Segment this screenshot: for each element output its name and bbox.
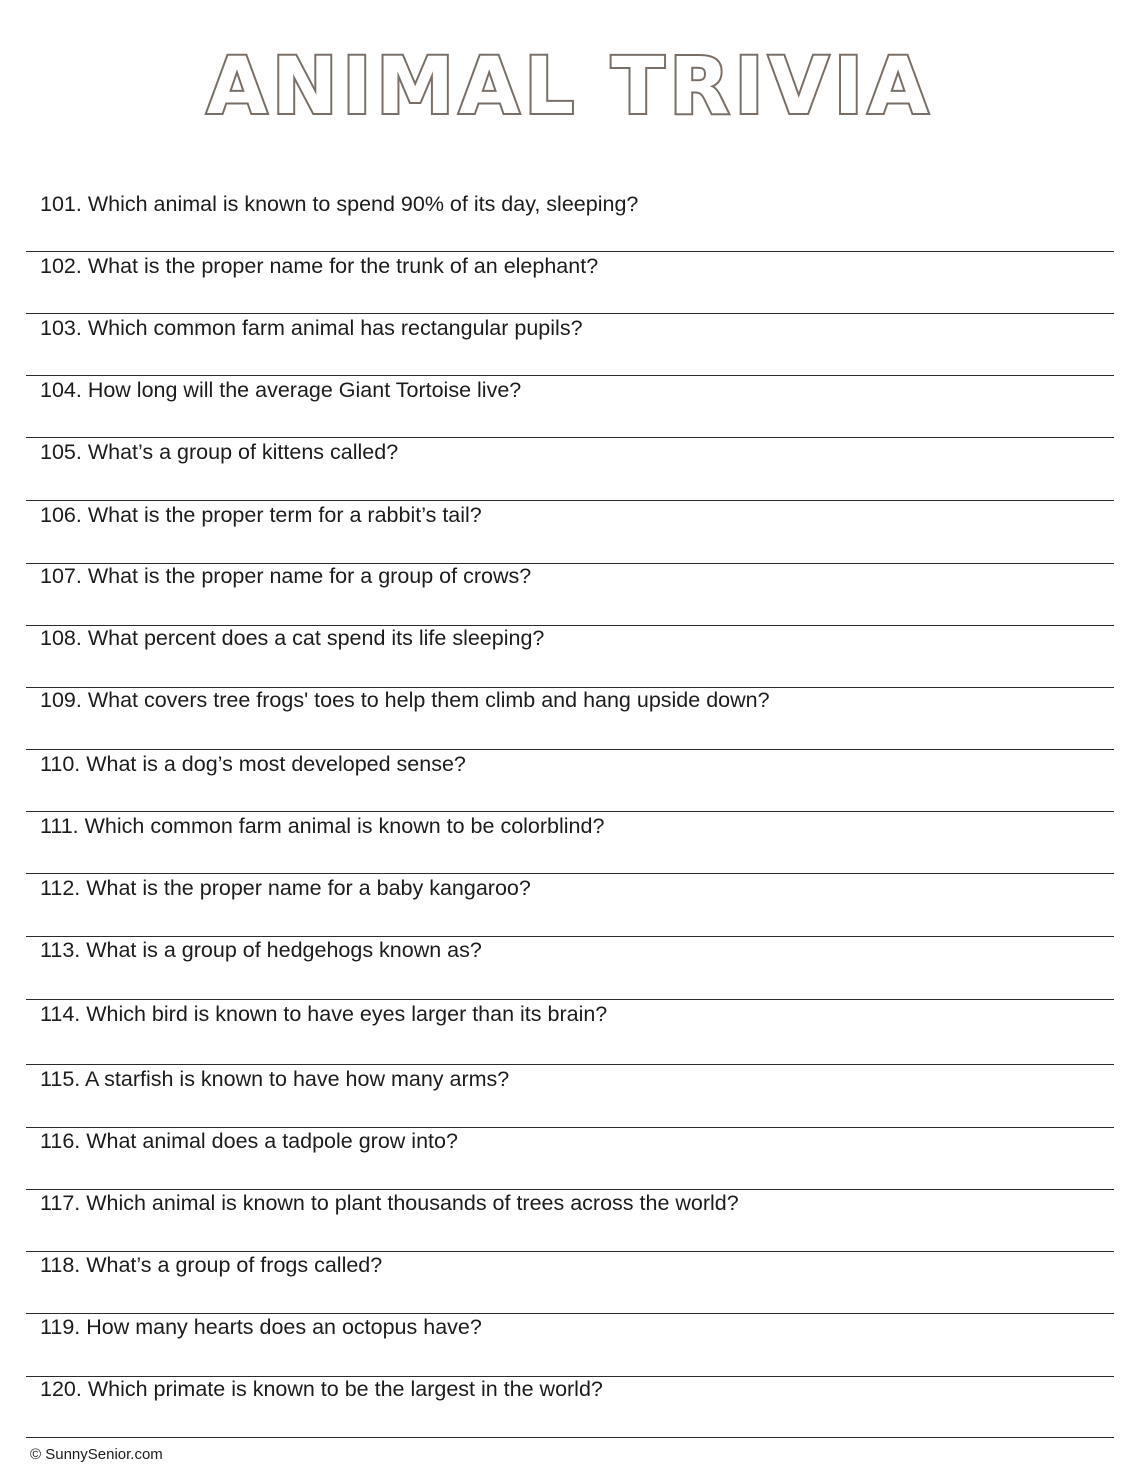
question-112: 112. What is the proper name for a baby kangaroo?	[40, 876, 531, 900]
page-title: ANIMAL TRIVIA	[206, 42, 934, 132]
answer-line	[26, 936, 1114, 937]
question-102: 102. What is the proper name for the trunk of an elephant?	[40, 254, 599, 278]
question-117: 117. Which animal is known to plant thousands of trees across the world?	[40, 1191, 739, 1215]
question-114: 114. Which bird is known to have eyes larger than its brain?	[40, 1002, 608, 1026]
answer-line	[26, 1127, 1114, 1128]
answer-line	[26, 999, 1114, 1000]
question-120: 120. Which primate is known to be the largest in the world?	[40, 1377, 603, 1401]
question-113: 113. What is a group of hedgehogs known as?	[40, 938, 482, 962]
question-109: 109. What covers tree frogs' toes to help them climb and hang upside down?	[40, 688, 770, 712]
answer-line	[26, 500, 1114, 501]
answer-line	[26, 1251, 1114, 1252]
question-106: 106. What is the proper term for a rabbit’s tail?	[40, 503, 482, 527]
answer-line	[26, 313, 1114, 314]
answer-line	[26, 375, 1114, 376]
answer-line	[26, 437, 1114, 438]
question-103: 103. Which common farm animal has rectangular pupils?	[40, 316, 583, 340]
question-116: 116. What animal does a tadpole grow into?	[40, 1129, 458, 1153]
question-108: 108. What percent does a cat spend its life sleeping?	[40, 626, 545, 650]
question-111: 111. Which common farm animal is known to be colorblind?	[40, 814, 605, 838]
question-104: 104. How long will the average Giant Tortoise live?	[40, 378, 522, 402]
answer-line	[26, 1437, 1114, 1438]
answer-line	[26, 1189, 1114, 1190]
question-105: 105. What’s a group of kittens called?	[40, 440, 399, 464]
question-118: 118. What’s a group of frogs called?	[40, 1253, 383, 1277]
answer-line	[26, 811, 1114, 812]
answer-line	[26, 1313, 1114, 1314]
answer-line	[26, 1064, 1114, 1065]
answer-line	[26, 749, 1114, 750]
answer-line	[26, 873, 1114, 874]
question-101: 101. Which animal is known to spend 90% of its day, sleeping?	[40, 192, 639, 216]
question-107: 107. What is the proper name for a group of crows?	[40, 564, 532, 588]
question-110: 110. What is a dog’s most developed sense?	[40, 752, 466, 776]
copyright-footer: © SunnySenior.com	[30, 1446, 163, 1463]
question-115: 115. A starfish is known to have how many arms?	[40, 1067, 510, 1091]
question-119: 119. How many hearts does an octopus have?	[40, 1315, 482, 1339]
answer-line	[26, 251, 1114, 252]
